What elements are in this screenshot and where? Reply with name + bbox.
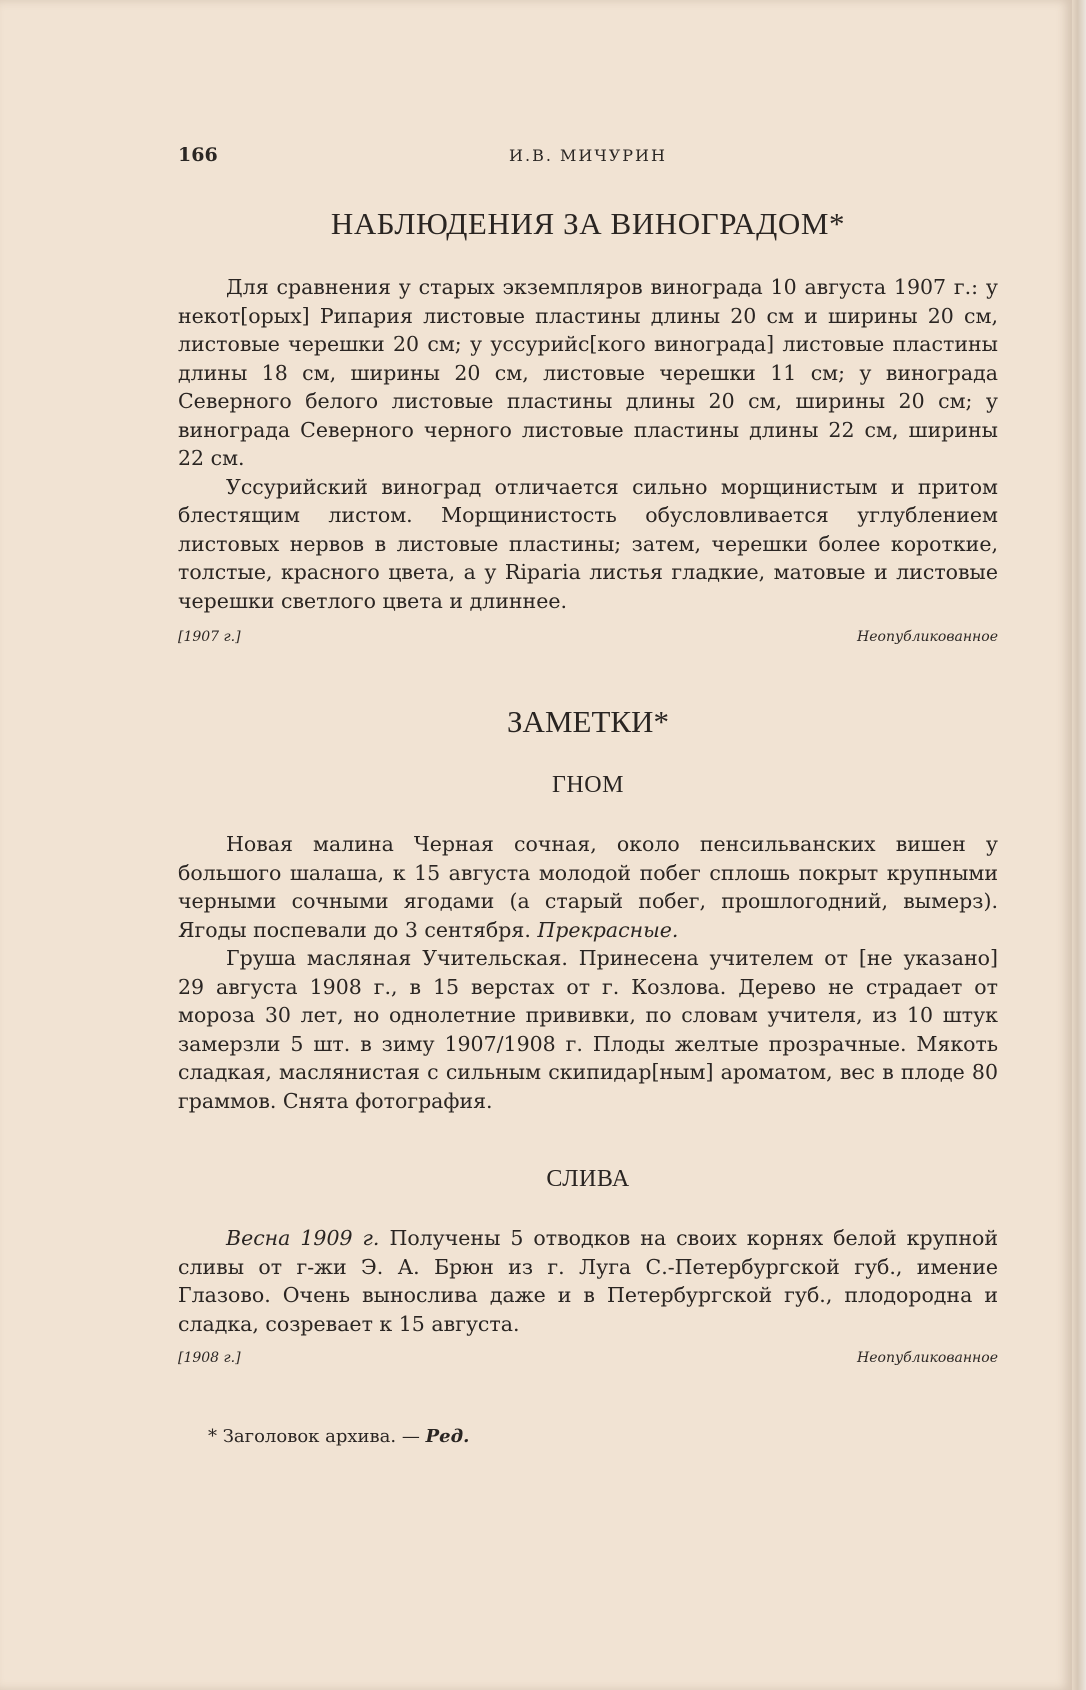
footnote-editor: Ред. <box>425 1426 470 1447</box>
footnote-text: * Заголовок архива. — <box>208 1426 426 1447</box>
article-title-notes: ЗАМЕТКИ* <box>507 704 669 739</box>
paragraph: Груша масляная Учительская. Принесена учителем от [не указано] 29 августа 1908 г., в 15 верстах от г. Козлова. Дерево не страдает от мороза 30 лет, но однолетние прививки, по словам учителя, из 10 штук замерзли 5 шт. в зиму 1907/1908 г. Плоды желтые прозрачные. Мякоть сладкая, маслянистая с сильным скипидар[ным] ароматом, вес в плоде 80 граммов. Снята фотография. <box>178 946 998 1113</box>
emphasis-text: Прекрасные. <box>537 917 679 942</box>
emphasis-text: Весна 1909 г. <box>226 1226 380 1250</box>
section-heading-gnom: ГНОМ <box>552 772 624 798</box>
paragraph <box>178 830 998 944</box>
author-name: И.В. МИЧУРИН <box>509 146 667 165</box>
publication-status: Неопубликованное <box>857 1350 998 1366</box>
paragraph <box>178 1224 998 1338</box>
paragraph-text: Новая малина Черная сочная, около пенсильванских вишен у большого шалаша, к 15 августа молодой побег сплошь покрыт крупными черными сочными ягодами (а старый побег, прошлогодний, вымерз). Ягоды поспевали до 3 сентября. <box>178 832 998 942</box>
section-heading-sliva: СЛИВА <box>546 1166 630 1192</box>
section-body-sliva <box>178 1224 998 1338</box>
article-title-grapes: НАБЛЮДЕНИЯ ЗА ВИНОГРАДОМ* <box>330 206 846 241</box>
article-body-grapes <box>178 273 998 615</box>
source-date: [1907 г.] <box>178 629 241 645</box>
paragraph: Для сравнения у старых экземпляров винограда 10 августа 1907 г.: у некот[орых] Рипария листовые пластины длины 20 см и ширины 20 см, листовые черешки 20 см; у уссурийс[кого винограда] листовые пластины длины 18 см, ширины 20 см, листовые черешки 11 см; у винограда Северного белого листовые пластины длины 20 см, ширины 20 см; у винограда Северного черного листовые пластины длины 22 см, ширины 22 см. <box>178 275 998 470</box>
publication-status: Неопубликованное <box>857 629 998 645</box>
paragraph-text: Получены 5 отводков на своих корнях белой крупной сливы от г-жи Э. А. Брюн из г. Луга С.-Петербургской губ., имение Глазово. Очень вынослива даже и в Петербургской губ., плодородна и сладка, созревает к 15 августа. <box>178 1226 999 1336</box>
page-edge <box>1072 0 1086 1690</box>
source-date: [1908 г.] <box>178 1350 241 1366</box>
paragraph: Уссурийский виноград отличается сильно морщинистым и притом блестящим листом. Морщинистость обусловливается углублением листовых нервов в листовые пластины; затем, черешки более короткие, толстые, красного цвета, а у Riparia листья гладкие, матовые и листовые черешки светлого цвета и длиннее. <box>178 474 998 613</box>
section-body-gnom <box>178 830 998 1115</box>
page-number: 166 <box>178 144 218 166</box>
footnote <box>208 1426 469 1447</box>
running-head <box>178 144 998 168</box>
